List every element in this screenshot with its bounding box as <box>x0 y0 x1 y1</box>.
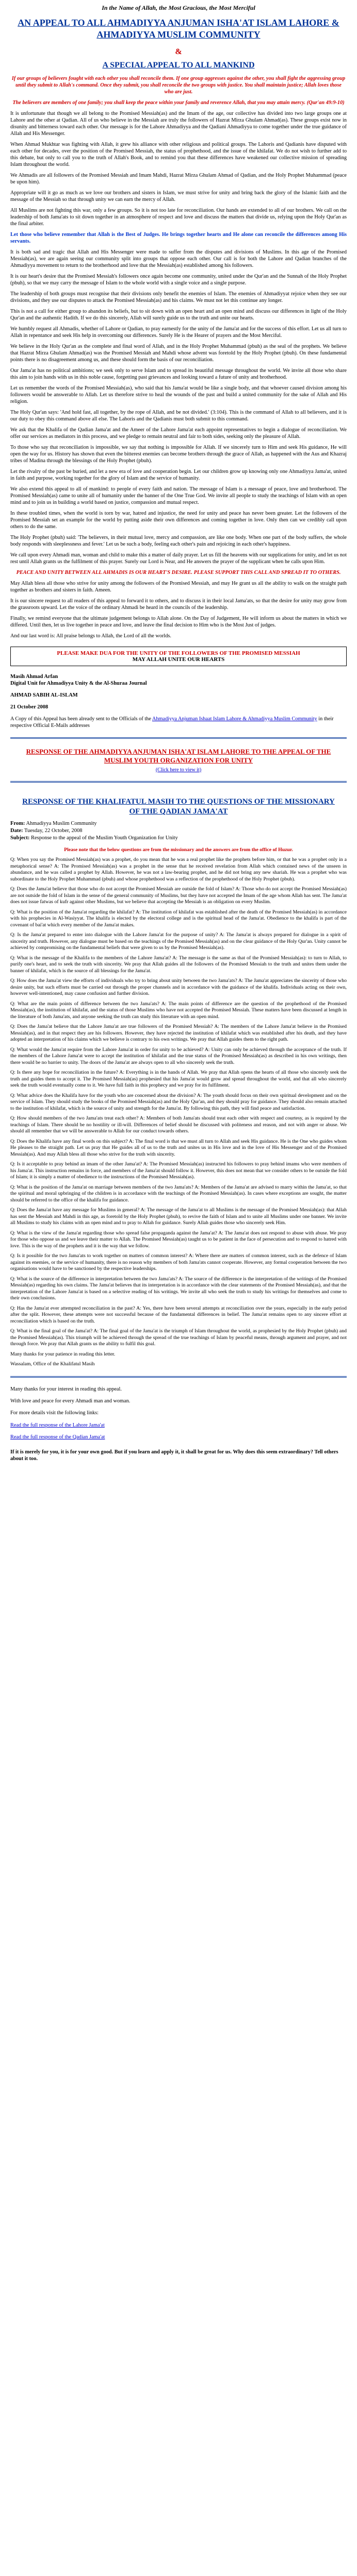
email-subject: Response to the appeal of the Muslim Youth Organization for Unity <box>30 835 178 841</box>
appeal-paragraph: To those who say that reconciliation is impossible, we say that nothing is impossible for Allah. If we sincerely turn to Him and seek His guidance, He will open the way for us. History has shown that even the bitterest enemies can become brothers through the grace of Allah, as happened with the Aus and Khazraj tribes of Madina through the blessings of the Holy Prophet (pbuh). <box>10 444 347 464</box>
bismillah: In the Name of Allah, the Most Gracious, the Most Merciful <box>102 4 255 11</box>
appeal-paragraph: May Allah bless all those who strive for unity among the followers of the Promised Messiah, and may He grant us all the ability to walk on the straight path together as brothers and sisters in faith. Ameen. <box>10 580 347 593</box>
qa-item: Q: What is the source of the difference in interpretation between the two Jama'ats? A: The source of the difference is the interpretation of the writings of the Promised Messiah(as) regarding his own claims. The Jama'at believes that its interpretation is in accordance with the clear statements of the Promised Messiah(as), and that the interpretation of the Lahore Jama'at is based on a selective reading of his writings. We invite all who seek the truth to study his writings for themselves and come to their own conclusions. <box>10 1276 347 1301</box>
appeal-paragraph: When Ahmad Mukhtar was fighting with Allah, it grew his alliance with other religious and political groups. The Lahoris and Qadianis have disputed with each other for decades, over the position of the Promised Messiah, the status of prophethood, and the issue of the khilafat. We do not wish to further add to this debate, but only to call you to the truth of Allah's Book, and to remind you that these differences have weakened our collective mission of spreading Islam throughout the world. <box>10 141 347 167</box>
qa-item: Q: Is it acceptable to pray behind an imam of the other Jama'at? A: The Promised Messiah(as) instructed his followers to pray behind imams who were members of his Jama'at. This instruction remains in force, and members of the Jama'at should follow it. However, this does not mean that we consider others to be outside the fold of Islam; it is simply a matter of obedience to the instructions of the Promised Messiah(as). <box>10 1161 347 1180</box>
dua-box <box>10 647 347 666</box>
dua-line-1: PLEASE MAKE DUA FOR THE UNITY OF THE FOLLOWERS OF THE PROMISED MESSIAH <box>57 650 300 656</box>
qa-item: Q: Does the Jama'at believe that the Lahore Jama'at are true followers of the Promised Messiah? A: The members of the Lahore Jama'at believe in the Promised Messiah(as), and in that respect they are his followers. However, they have rejected the institution of khilafat which was established after his death, and they have adopted an interpretation of his claims which we believe is contrary to his own writings. We pray that Allah guides them to the right path. <box>10 1024 347 1043</box>
dua-line-2: MAY ALLAH UNITE OUR HEARTS <box>132 656 225 663</box>
quran-highlight-2: The believers are members of one family; you shall keep the peace within your family and reverence Allah, that you may attain mercy. (Qur'an 49:9-10) <box>12 99 345 106</box>
qa-signoff: Wassalam, Office of the Khalifatul Masih <box>10 1361 95 1367</box>
appeal-paragraph: And our last word is: All praise belongs to Allah, the Lord of all the worlds. <box>10 633 172 639</box>
appeal-paragraph: The leadership of both groups must recognise that their divisions only benefit the enemies of Islam. The enemies of Ahmadiyyat rejoice when they see our divisions, and they use our disputes to attack the Promised Messiah(as) and his claims. We must not let this continue any longer. <box>10 291 347 303</box>
ampersand-separator: & <box>175 47 182 56</box>
qa-item: Q: What is the position of the Jama'at on marriage between members of the two Jama'ats? A: Members of the Jama'at are advised to marry within the Jama'at, so that the spiritual and moral upbringing of the children is in accordance with the teachings of the Promised Messiah(as). In cases where exceptions are sought, the matter should be referred to the office of the khalifa for guidance. <box>10 1184 347 1203</box>
qa-item: Q: Is there any hope for reconciliation in the future? A: Everything is in the hands of Allah. We pray that Allah opens the hearts of all those who sincerely seek the truth and guides them to accept it. The Promised Messiah(as) prophesied that his Jama'at would grow and spread throughout the world, and that all who sincerely seek the truth would eventually come to it. We have full faith in this prophecy and we pray for its fulfilment. <box>10 1070 347 1089</box>
signature-block <box>0 673 357 710</box>
appeal-paragraph: The Holy Qur'an says: 'And hold fast, all together, by the rope of Allah, and be not divided.' (3:104). This is the command of Allah to all believers, and it is our duty to obey this command above all else. The Lahoris and the Qadianis must both submit to this command. <box>10 409 347 422</box>
qa-item: Q: What is the position of the Jama'at regarding the khilafat? A: The institution of khilafat was established after the death of the Promised Messiah(as) in accordance with his prophecies in Al-Wasiyyat. The khalifa is elected by the electoral college and is the spiritual head of the Jama'at. Obedience to the khalifa is part of the covenant of bai'at which every member of the Jama'at makes. <box>10 909 347 928</box>
lahore-response-title: RESPONSE OF THE AHMADIYYA ANJUMAN ISHA'AT ISLAM LAHORE TO THE APPEAL OF THE MUSLIM YOUTH ORGANIZATION FOR UNITY <box>26 747 331 765</box>
email-meta: From: Ahmadiyya Muslim Community Date: Tuesday, 22 October, 2008 Subject: Response to the appeal of the Muslim Youth Organization for Unity <box>10 820 178 841</box>
footer-thanks: Many thanks for your interest in reading this appeal. <box>10 1386 122 1392</box>
appeal-highlight: Let those who believe remember that Allah is the Best of Judges. He brings together hearts and He alone can reconcile the differences among His servants. <box>10 231 347 244</box>
appeal-paragraph: Appropriate will it go as much as we love our brothers and sisters in Islam, we must strive for unity and bring back the glory of the Islamic faith and the message of the Messiah so that through unity we can earn the mercy of Allah. <box>10 190 347 202</box>
qa-item: Q: Does the Jama'at have any message for Muslims in general? A: The message of the Jama'at to all Muslims is the message of the Promised Messiah(as): that Allah has sent the Messiah and Mahdi in this age, as foretold by the Holy Prophet (pbuh), to revive the faith of Islam and to unite all Muslims under one banner. We invite all Muslims to study his claims with an open mind and to pray to Allah for guidance. Surely Allah guides those who sincerely seek Him. <box>10 1207 347 1226</box>
appeal-paragraph: It is our heart's desire that the Promised Messiah's followers once again become one community, united under the Qur'an and the Sunnah of the Holy Prophet (pbuh), so that we may carry the message of Islam to the whole world with a single voice and a single purpose. <box>10 273 347 286</box>
qa-item: Q: Does the Khalifa have any final words on this subject? A: The final word is that we must all turn to Allah and seek His guidance. He is the One who guides whom He pleases to the straight path. Let us pray that He guides all of us to the truth and unites us in His love and in the love of His Messenger and of the Promised Messiah(as). And may Allah bless all those who strive for the truth with sincerity. <box>10 1138 347 1157</box>
qa-item: Q: When you say the Promised Messiah(as) was a prophet, do you mean that he was a real prophet like the prophets before him, or that he was a prophet only in a metaphorical sense? A: The Promised Messiah(as) was a prophet in the sense that he received revelation from Allah which contained news of the unseen in abundance, and he was called a prophet by Allah. However, he was not a law-bearing prophet, and he did not bring any new shariah. He was a prophet who was subordinate to the Holy Prophet Muhammad (pbuh) and whose prophethood was a reflection of the prophethood of the Holy Prophet (pbuh). <box>10 857 347 882</box>
appeal-paragraph: We call upon every Ahmadi man, woman and child to make this a matter of daily prayer. Let us fill the heavens with our supplications for unity, and let us not rest until Allah grants us the fulfilment of this prayer. Surely our Lord is Near, and He answers the prayer of the supplicant when he calls upon Him. <box>10 552 347 565</box>
officials-link[interactable]: Ahmadiyya Anjuman Ishaat Islam Lahore & Ahmadiyya Muslim Community <box>152 716 317 722</box>
appeal-paragraph: In these troubled times, when the world is torn by war, hatred and injustice, the need for unity and peace has never been greater. Let the followers of the Promised Messiah set an example for the world by putting aside their own differences and coming together in love. Only then can we credibly call upon others to do the same. <box>10 510 347 530</box>
qa-body <box>0 847 357 1368</box>
footer-block <box>0 1386 357 1440</box>
footer-link-lahore[interactable]: Read the full response of the Lahore Jama'at <box>10 1422 105 1428</box>
qa-item: Q: Has the Jama'at ever attempted reconciliation in the past? A: Yes, there have been several attempts at reconciliation over the years, especially in the early period after the split. However, these attempts were not successful because of the fundamental differences in belief. The Jama'at remains open to any sincere effort at reconciliation which is based on the truth. <box>10 1305 347 1324</box>
section-divider <box>10 781 347 783</box>
signature-name-2: AHMAD SABIH AL-ISLAM <box>10 692 78 698</box>
qadian-response-title: RESPONSE OF THE KHALIFATUL MASIH TO THE QUESTIONS OF THE MISSIONARY OF THE QADIAN JAMA'AT <box>22 797 335 816</box>
page-subtitle: A SPECIAL APPEAL TO ALL MANKIND <box>102 60 255 70</box>
section-divider <box>10 1376 347 1378</box>
qa-item: Q: What is the view of the Jama'at regarding those who spread false propaganda against the Jama'at? A: The Jama'at does not respond to abuse with abuse. We pray for those who oppose us and we leave their matter to Allah. The Promised Messiah(as) taught us to be patient in the face of persecution and to respond to hatred with love. This is the way of the prophets and it is the way that we follow. <box>10 1230 347 1249</box>
qa-item: Q: What are the main points of difference between the two Jama'ats? A: The main points of difference are the question of the prophethood of the Promised Messiah(as), the institution of khilafat, and the status of those Muslims who have not accepted the Promised Messiah. These matters have been discussed at length in the literature of both Jama'ats, and anyone seeking the truth can study this literature with an open mind. <box>10 1001 347 1020</box>
appeal-paragraph: It is our sincere request to all readers of this appeal to forward it to others, and to discuss it in their local Jama'ats, so that the desire for unity may grow from the grassroots upward. Let the voice of the ordinary Ahmadi be heard in the councils of the leadership. <box>10 598 347 611</box>
appeal-paragraph: This is not a call for either group to abandon its beliefs, but to sit down with an open heart and an open mind and discuss our differences in light of the Holy Qur'an and the authentic Hadith. If we do this sincerely, Allah will surely guide us to the truth and unite our hearts. <box>10 308 347 321</box>
signature-name: Masih Ahmad Arfan <box>10 673 58 680</box>
bottom-note: If it is merely for you, it is for your own good. But if you learn and apply it, it shall be great for us. Why does this seem extraordinary? Tell others about it too. <box>10 1449 338 1462</box>
qa-item: Q: What would the Jama'at require from the Lahore Jama'at in order for unity to be achieved? A: Unity can only be achieved through the acceptance of the truth. If the members of the Lahore Jama'at were to accept the institution of khilafat and the true status of the Promised Messiah(as) as described in his own writings, then there would be no barrier to unity. The doors of the Jama'at are always open to all who sincerely seek the truth. <box>10 1046 347 1065</box>
appeal-paragraph: We also extend this appeal to all of mankind: to people of every faith and nation. The message of Islam is a message of peace, love and brotherhood. The Promised Messiah(as) came to unite all of humanity under the banner of the One True God. We invite all people to study the teachings of Islam with an open mind and to join us in building a world based on justice, compassion and mutual respect. <box>10 486 347 505</box>
appeal-paragraph: Our Jama'at has no political ambitions; we seek only to serve Islam and to spread its beautiful message throughout the world. We invite all those who share this aim to join hands with us in this noble cause, forgetting past grievances and looking toward a future of unity and brotherhood. <box>10 367 347 380</box>
qa-closing: Many thanks for your patience in reading this letter. <box>10 1351 116 1357</box>
email-date: Tuesday, 22 October, 2008 <box>24 827 83 834</box>
qa-item: Q: What advice does the Khalifa have for the youth who are concerned about the division? A: The youth should focus on their own spiritual development and on the service of Islam. They should study the books of the Promised Messiah(as) and the Holy Qur'an, and they should pray for guidance. They should also remain attached to the institution of khilafat, which is the source of unity and strength for the Jama'at. By following this path, they will find peace and satisfaction. <box>10 1092 347 1111</box>
section-divider <box>10 737 347 739</box>
lahore-response-link[interactable]: (Click here to view it) <box>155 767 202 773</box>
appeal-paragraph: It is both sad and tragic that Allah and His Messenger were made to suffer from the disputes and divisions of Muslims. In this age of the Promised Messiah(as), we are again seeing our community split into groups that oppose each other. Our call is for both the Lahore and Qadian branches of the Ahmadiyya movement to return to the brotherhood and love that the Messiah(as) established among his followers. <box>10 249 347 268</box>
appeal-paragraph: We Ahmadis are all followers of the Promised Messiah and Imam Mahdi, Hazrat Mirza Ghulam Ahmad of Qadian, and the Holy Prophet Muhammad (peace be upon him). <box>10 172 347 185</box>
signature-date: 21 October 2008 <box>10 704 48 710</box>
appeal-paragraph: We ask that the Khalifa of the Qadian Jama'at and the Ameer of the Lahore Jama'at each appoint representatives to begin a dialogue of reconciliation. We offer our services as mediators in this process, and we pledge to remain neutral and fair to both sides, seeking only the pleasure of Allah. <box>10 427 347 439</box>
appeal-body <box>0 75 357 639</box>
appeal-paragraph: It is unfortunate that though we all belong to the Promised Messiah(as) and the Imam of the age, our collective has divided into two large groups one at Lahore and the other at Qadian. All of us who believe in the Messiah are truly the followers of Hazrat Mirza Ghulam Ahmad(as). These groups exist now in disunity and bitterness toward each other. Our message is for the Lahore Ahmadiyya and the Qadiani Ahmadiyya to come together under the true guidance of Allah and His Messenger. <box>10 110 347 137</box>
qa-item: Q: How should members of the two Jama'ats treat each other? A: Members of both Jama'ats should treat each other with respect and courtesy, as is required by the teachings of Islam. There should be no hostility or ill-will. Differences of belief should be discussed with politeness and reason, and not with anger or abuse. We should all remember that we will be answerable to Allah for our conduct towards others. <box>10 1115 347 1134</box>
qa-item: Q: Is it possible for the two Jama'ats to work together on matters of common interest? A: Where there are matters of common interest, such as the defence of Islam against its enemies, or the service of humanity, there is no reason why members of both Jama'ats cannot cooperate. However, any formal cooperation between the two organisations would have to be sanctioned by the respective leaderships. <box>10 1253 347 1272</box>
footer-note: With love and peace for every Ahmadi man and woman. <box>10 1398 131 1404</box>
appeal-paragraph: The Holy Prophet (pbuh) said: 'The believers, in their mutual love, mercy and compassion, are like one body. When one part of the body suffers, the whole body responds with sleeplessness and fever.' Let us be such a body, feeling each other's pain and rejoicing in each other's happiness. <box>10 534 347 547</box>
qa-item: Q: What is the message of the Khalifa to the members of the Lahore Jama'at? A: The message is the same as that of the Promised Messiah(as): to turn to Allah, to purify one's heart, and to seek the truth with sincerity. We pray that Allah guides all the followers of the Promised Messiah to the truth and unites them under the banner of khilafat, which is the source of all blessings for the Jama'at. <box>10 955 347 974</box>
qa-item: Q: How does the Jama'at view the efforts of individuals who try to bring about unity between the two Jama'ats? A: The Jama'at appreciates the sincerity of those who desire unity, but such efforts must be carried out through the proper channels and in accordance with the guidance of the khalifa. Individuals acting on their own, however well-intentioned, may cause confusion and further division. <box>10 978 347 997</box>
qa-note: Please note that the below questions are from the missionary and the answers are from the office of Huzur. <box>64 846 293 853</box>
appeal-paragraph: All Muslims are not fighting this war, only a few groups. So it is not too late for reconciliation. Our hands are extended to all of our brothers. We call on the leadership of both Jama'ats to sit down together in an atmosphere of respect and love and discuss the matters that divide us, relying upon the Holy Qur'an as the final arbiter. <box>10 207 347 227</box>
copy-sent-note: A Copy of this Appeal has been already sent to the Officials of the Ahmadiyya Anjuman Ishaat Islam Lahore & Ahmadiyya Muslim Community in their respective Official E-Mails addresses <box>10 716 334 728</box>
qa-item: Q: Is the Jama'at prepared to enter into dialogue with the Lahore Jama'at for the purpose of unity? A: The Jama'at is always prepared for dialogue in a spirit of sincerity and truth. However, any dialogue must be based on the teachings of the Promised Messiah(as) and on the clear guidance of the Holy Qur'an. Unity cannot be achieved by compromising on the fundamental beliefs that were given to us by the Promised Messiah(as). <box>10 932 347 951</box>
appeal-paragraph: We humbly request all Ahmadis, whether of Lahore or Qadian, to pray earnestly for the unity of the Jama'at and for the success of this effort. Let us all turn to Allah in repentance and seek His help in overcoming our differences. Surely He is the Hearer of prayers and the Most Merciful. <box>10 326 347 338</box>
page-title: AN APPEAL TO ALL AHMADIYYA ANJUMAN ISHA'AT ISLAM LAHORE & AHMADIYYA MUSLIM COMMUNITY <box>18 18 339 40</box>
qa-item: Q: Does the Jama'at believe that those who do not accept the Promised Messiah are outside the fold of Islam? A: Those who do not accept the Promised Messiah(as) are not outside the fold of Islam in the sense of the general community of Muslims, but they have not accepted the Imam of the age whom Allah has sent. The Jama'at does not issue fatwas of kufr against other Muslims, but we believe that accepting the Messiah is an obligation on every Muslim. <box>10 886 347 905</box>
email-from: Ahmadiyya Muslim Community <box>26 820 97 826</box>
signature-org: Digital Unit for Ahmadiyya Unity & the Al-Shuraa Journal <box>10 680 147 686</box>
footer-links-intro: For more details visit the following links: <box>10 1410 99 1416</box>
appeal-paragraph: Let the rivalry of the past be buried, and let a new era of love and cooperation begin. Let our children grow up knowing only one Ahmadiyya Jama'at, united in faith and purpose, working together for the glory of Islam and the service of humanity. <box>10 468 347 481</box>
appeal-paragraph: Finally, we remind everyone that the ultimate judgement belongs to Allah alone. On the Day of Judgement, He will inform us about the matters in which we differed. Until then, let us live together in peace and love, and leave the final decision to Him who is the Most Just of judges. <box>10 615 347 628</box>
appeal-highlight-caps: PEACE AND UNITY BETWEEN ALL AHMADIS IS OUR HEART'S DESIRE. PLEASE SUPPORT THIS CALL AND SPREAD IT TO OTHERS. <box>16 569 341 575</box>
appeal-paragraph: Let us remember the words of the Promised Messiah(as), who said that his Jama'at would be like a single body, and that whoever caused division among his followers would be answerable to Allah. Let us therefore strive to heal the wounds of the past and build a united community for the sake of Allah and His religion. <box>10 385 347 404</box>
footer-link-qadian[interactable]: Read the full response of the Qadian Jama'at <box>10 1434 105 1440</box>
appeal-paragraph: We believe in the Holy Qur'an as the complete and final word of Allah, and in the Holy Prophet Muhammad (pbuh) as the seal of the prophets. We believe that Hazrat Mirza Ghulam Ahmad(as) was the Promised Messiah and Mahdi whose advent was foretold by the Holy Prophet (pbuh). On these fundamental points there is no disagreement among us, and these should form the basis of our reconciliation. <box>10 343 347 363</box>
quran-highlight-1: If our groups of believers fought with each other you shall reconcile them. If one group aggresses against the other, you shall fight the aggressing group until they submit to Allah's command. Once they submit, you shall reconcile the two groups with justice. You shall maintain justice; Allah loves those who are just. <box>11 75 346 95</box>
qa-item: Q: What is the final goal of the Jama'at? A: The final goal of the Jama'at is the triumph of Islam throughout the world, as prophesied by the Holy Prophet (pbuh) and the Promised Messiah(as). This triumph will be achieved through the spread of the true teachings of Islam by peaceful means, through argument and prayer, and not through force. We pray that Allah grants us the ability to fulfil this goal. <box>10 1328 347 1347</box>
